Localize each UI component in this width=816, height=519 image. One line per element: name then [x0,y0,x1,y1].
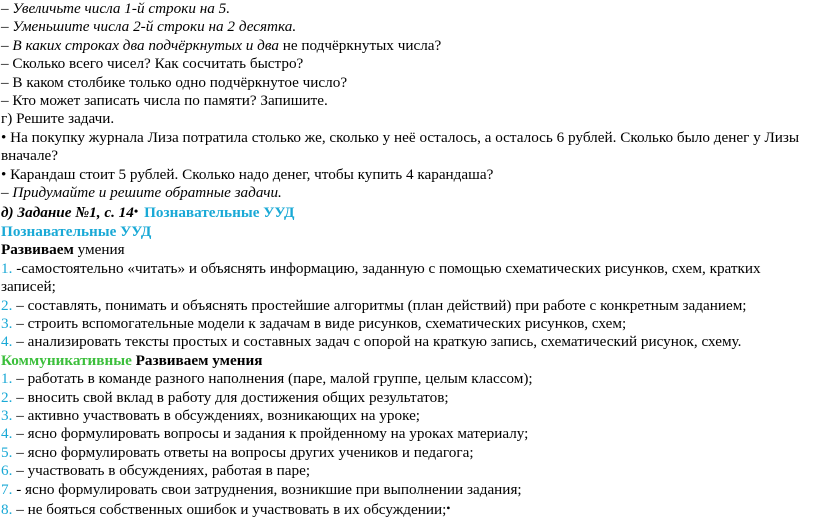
item-number: 6. [1,462,13,480]
list-item [1,481,814,499]
communicative-label: Коммуникативные [1,351,132,369]
item-number: 1. [1,370,13,388]
list-item [1,499,814,519]
task-line: – Уменьшите числа 2-й строки на 2 десятка. [1,18,297,36]
task-header: г) Решите задачи. [1,110,115,128]
cognitive-uud-heading: Познавательные УУД [1,222,152,240]
item-number: 3. [1,406,13,424]
cognitive-uud-inline: Познавательные УУД [144,204,295,222]
develop-skills [1,241,814,259]
item-number: 2. [1,388,13,406]
list-item [1,333,814,351]
item-text: – активно участвовать в обсуждениях, возникающих на уроке; [12,406,421,424]
item-text: – вносить свой вклад в работу для достижения общих результатов; [12,388,449,406]
task-d-label: д) Задание №1, с. 14 [1,204,134,222]
item-text: – работать в команде разного наполнения (паре, малой группе, целым классом); [12,370,533,388]
item-number: 4. [1,333,13,351]
bullet-icon: • [133,204,139,219]
invent-tasks: – Придумайте и решите обратные задачи. [1,184,282,202]
item-number: 7. [1,480,13,498]
list-item [1,444,814,462]
item-text: – ясно формулировать ответы на вопросы других учеников и педагога; [12,443,474,461]
list-item [1,462,814,480]
problem-2: • Карандаш стоит 5 рублей. Сколько надо денег, чтобы купить 4 карандаша? [1,165,494,183]
item-text: - ясно формулировать свои затруднения, возникшие при выполнении задания; [12,480,522,498]
develop-label: Развиваем [1,241,74,259]
problem-1: • На покупку журнала Лиза потратила столько же, сколько у неё осталось, а осталось 6 рублей. Сколько было денег у Лизы вначале? [1,128,800,165]
item-number: 1. [1,259,13,277]
communicative-heading [1,352,814,370]
item-text: -самостоятельно «читать» и объяснять информацию, заданную с помощью схематических рисунков, схем, кратких записей; [1,259,761,296]
item-text: – участвовать в обсуждениях, работая в паре; [12,462,311,480]
list-item [1,260,814,297]
item-text: – анализировать тексты простых и составных задач с опорой на краткую запись, схематический рисунок, схему. [12,333,742,351]
item-number: 4. [1,425,13,443]
task-d [1,202,814,222]
list-item [1,389,814,407]
list-item [1,370,814,388]
task-line [1,37,814,55]
list-item [1,315,814,333]
item-number: 8. [1,500,13,518]
item-text: – ясно формулировать вопросы и задания к пройденному на уроках материалу; [12,425,529,443]
develop-skills-label: Развиваем умения [131,351,263,369]
task-line-italic: – В каких строках два подчёркнутых и два [1,36,279,54]
skills-label: умения [73,241,125,259]
item-number: 2. [1,296,13,314]
task-line: – В каком столбике только одно подчёркнутое число? [1,73,348,91]
bullet-icon: • [446,500,451,515]
item-text: – строить вспомогательные модели к задачам в виде рисунков, схематических рисунков, схем; [12,314,627,332]
task-line: – Сколько всего чисел? Как сосчитать быстро? [1,55,304,73]
item-number: 5. [1,443,13,461]
item-text: – составлять, понимать и объяснять простейшие алгоритмы (план действий) при работе с конкретным заданием; [12,296,747,314]
task-line-rest: не подчёркнутых числа? [278,36,442,54]
list-item [1,297,814,315]
list-item [1,425,814,443]
list-item [1,407,814,425]
task-line: – Увеличьте числа 1-й строки на 5. [1,0,231,17]
item-number: 3. [1,314,13,332]
task-line: – Кто может записать числа по памяти? Запишите. [1,92,328,110]
item-text: – не бояться собственных ошибок и участвовать в их обсуждении; [12,500,447,518]
